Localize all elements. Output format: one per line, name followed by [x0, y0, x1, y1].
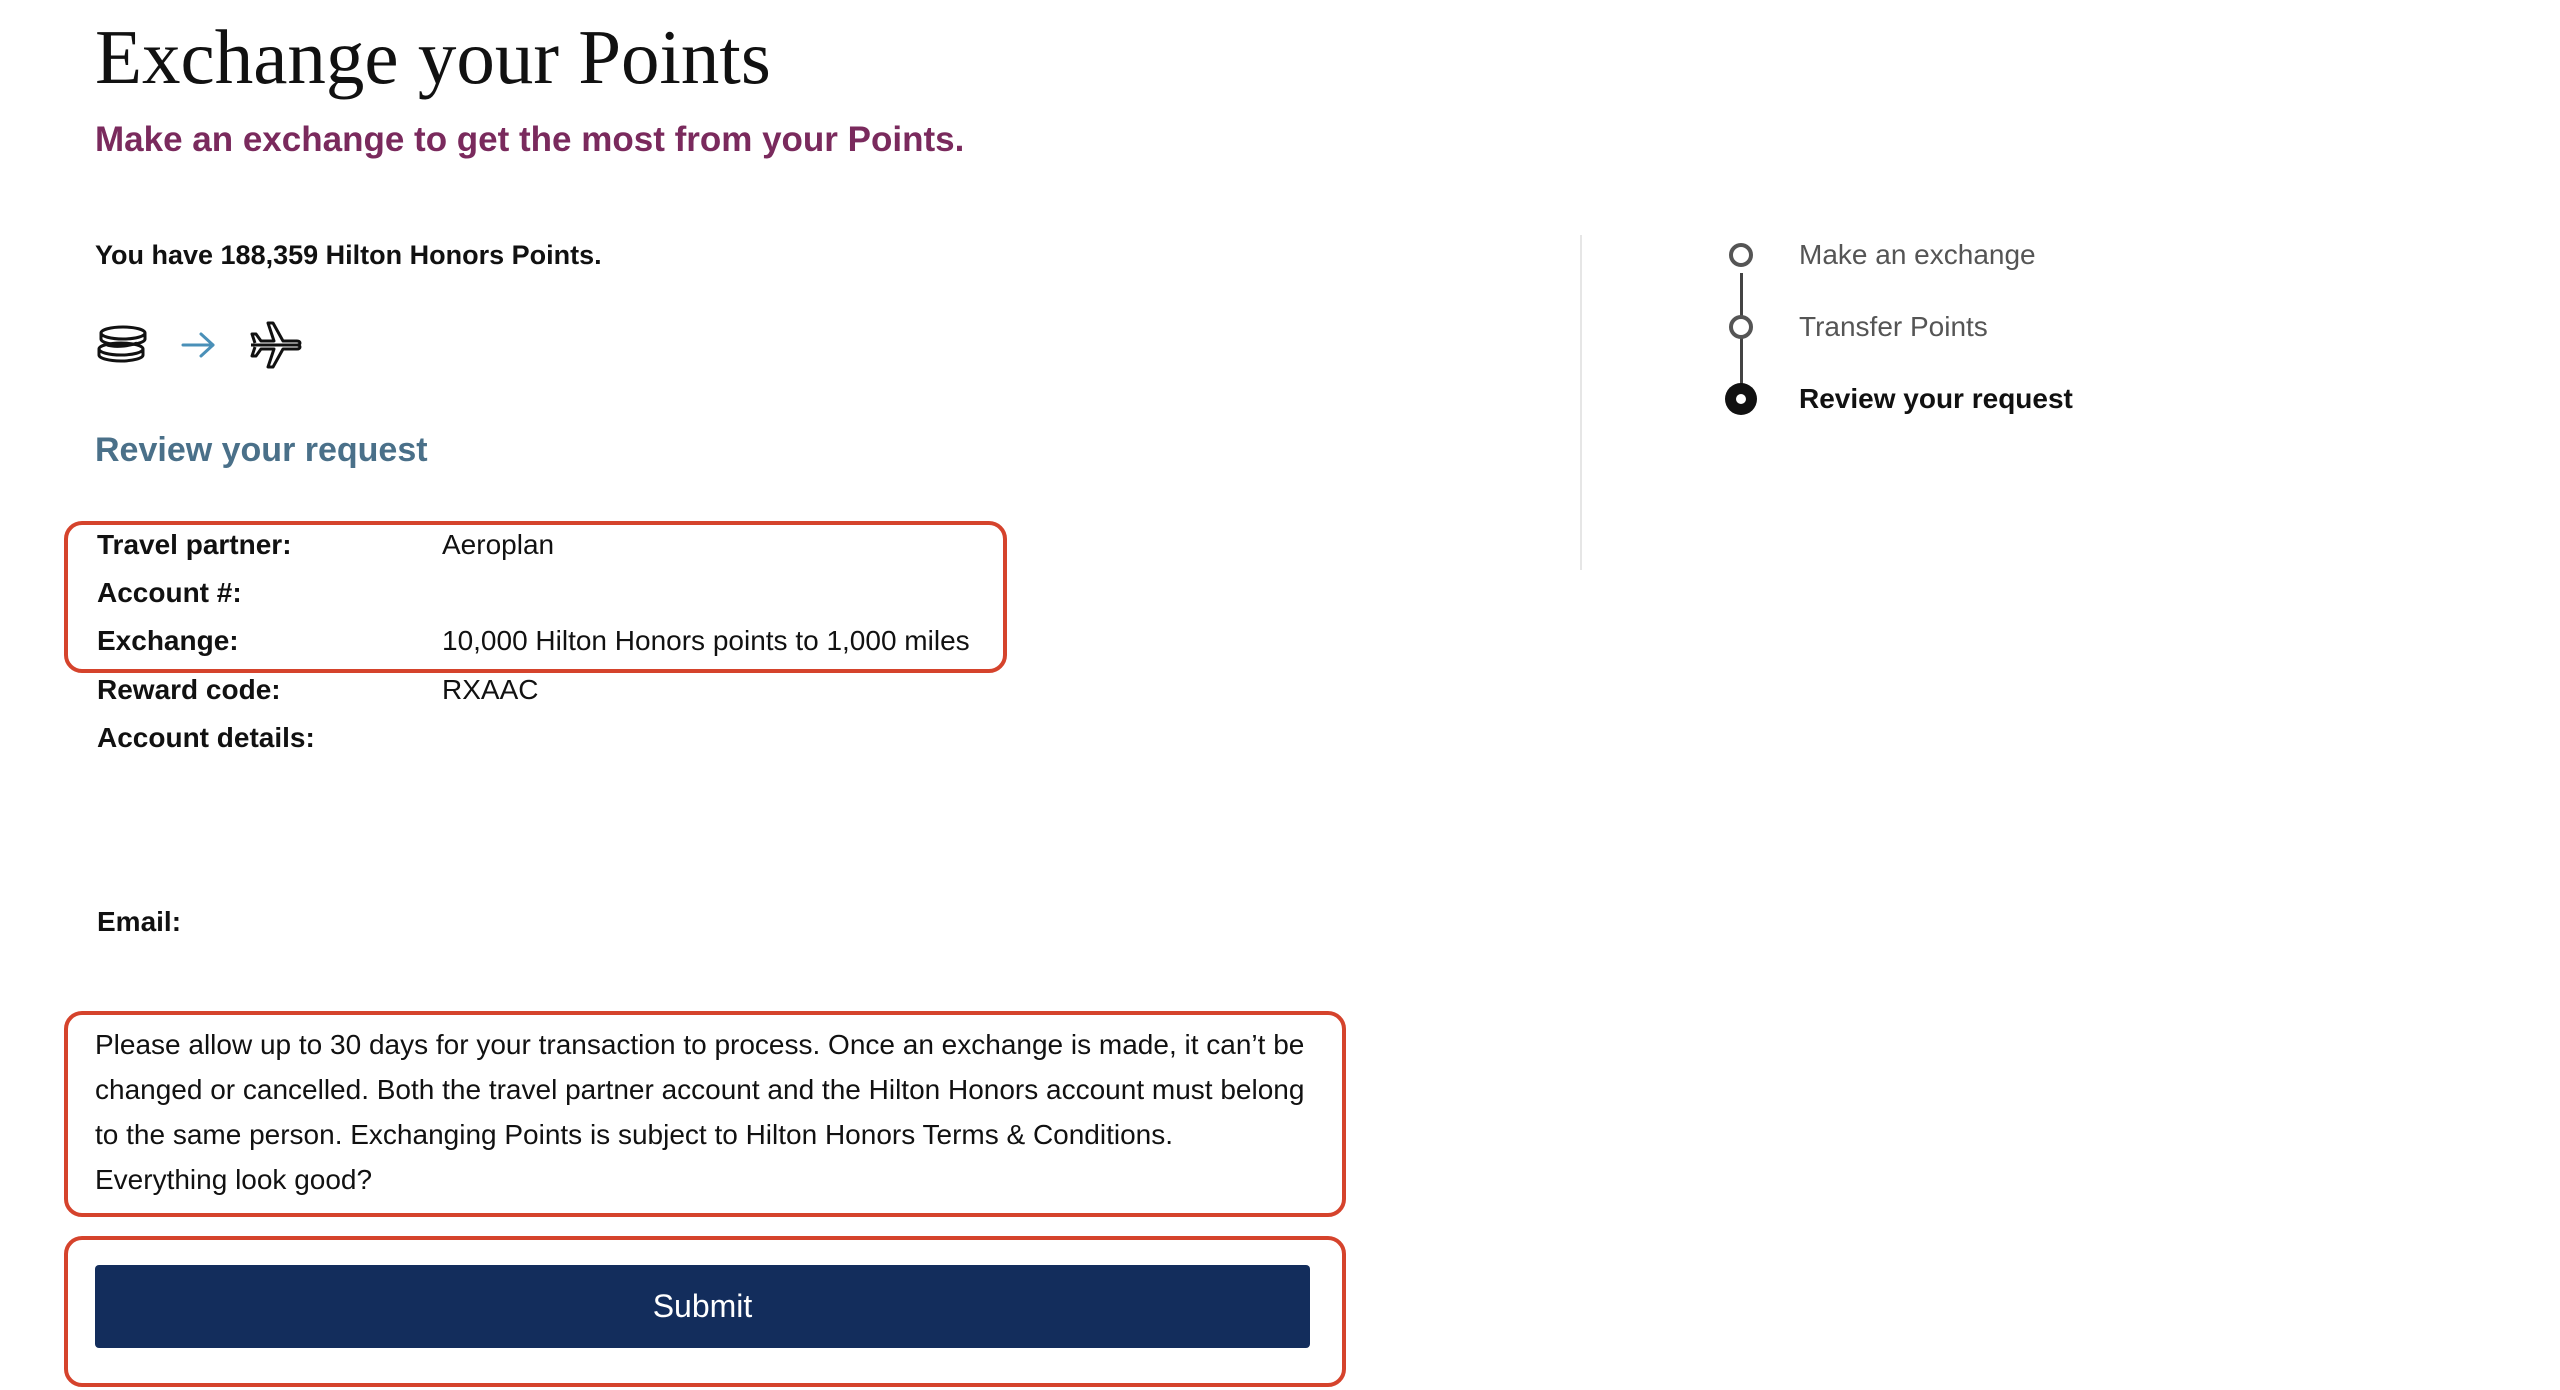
step-transfer-points [1720, 307, 1988, 347]
exchange-icons [95, 315, 303, 375]
step-current-icon [1725, 383, 1757, 415]
reward-code-value: RXAAC [442, 674, 539, 705]
account-details-label: Account details: [97, 722, 315, 753]
page-title: Exchange your Points [95, 14, 771, 100]
step-complete-icon [1729, 243, 1753, 267]
step-review-request [1720, 379, 2073, 419]
points-stack-icon [95, 319, 151, 371]
exchange-label: Exchange: [97, 625, 239, 656]
reward-code-label: Reward code: [97, 674, 281, 705]
step-label: Transfer Points [1799, 311, 1988, 342]
step-label: Make an exchange [1799, 239, 2036, 270]
email-label: Email: [97, 906, 182, 937]
notice-question: Everything look good? [95, 1164, 373, 1195]
account-number-label: Account #: [97, 577, 242, 608]
step-label: Review your request [1799, 383, 2073, 414]
arrow-right-icon [179, 330, 219, 360]
step-make-exchange [1720, 235, 2036, 275]
exchange-notice [95, 1022, 1320, 1202]
page-subtitle: Make an exchange to get the most from your Points. [95, 120, 965, 159]
travel-partner-label: Travel partner: [97, 529, 292, 560]
travel-partner-value: Aeroplan [442, 529, 555, 560]
notice-text: Please allow up to 30 days for your transaction to process. Once an exchange is made, it can’t be changed or cancelled. Both the travel partner account and the Hilton Honors account must belong to the same person. Exchanging Points is subject to Hilton Honors Terms & Conditions. [95, 1029, 1305, 1150]
points-balance: You have 188,359 Hilton Honors Points. [95, 240, 602, 270]
exchange-value: 10,000 Hilton Honors points to 1,000 miles [442, 625, 970, 656]
airplane-icon [247, 319, 303, 371]
submit-button[interactable]: Submit [95, 1265, 1310, 1348]
review-heading: Review your request [95, 431, 428, 469]
step-complete-icon [1729, 315, 1753, 339]
column-divider [1580, 235, 1582, 570]
